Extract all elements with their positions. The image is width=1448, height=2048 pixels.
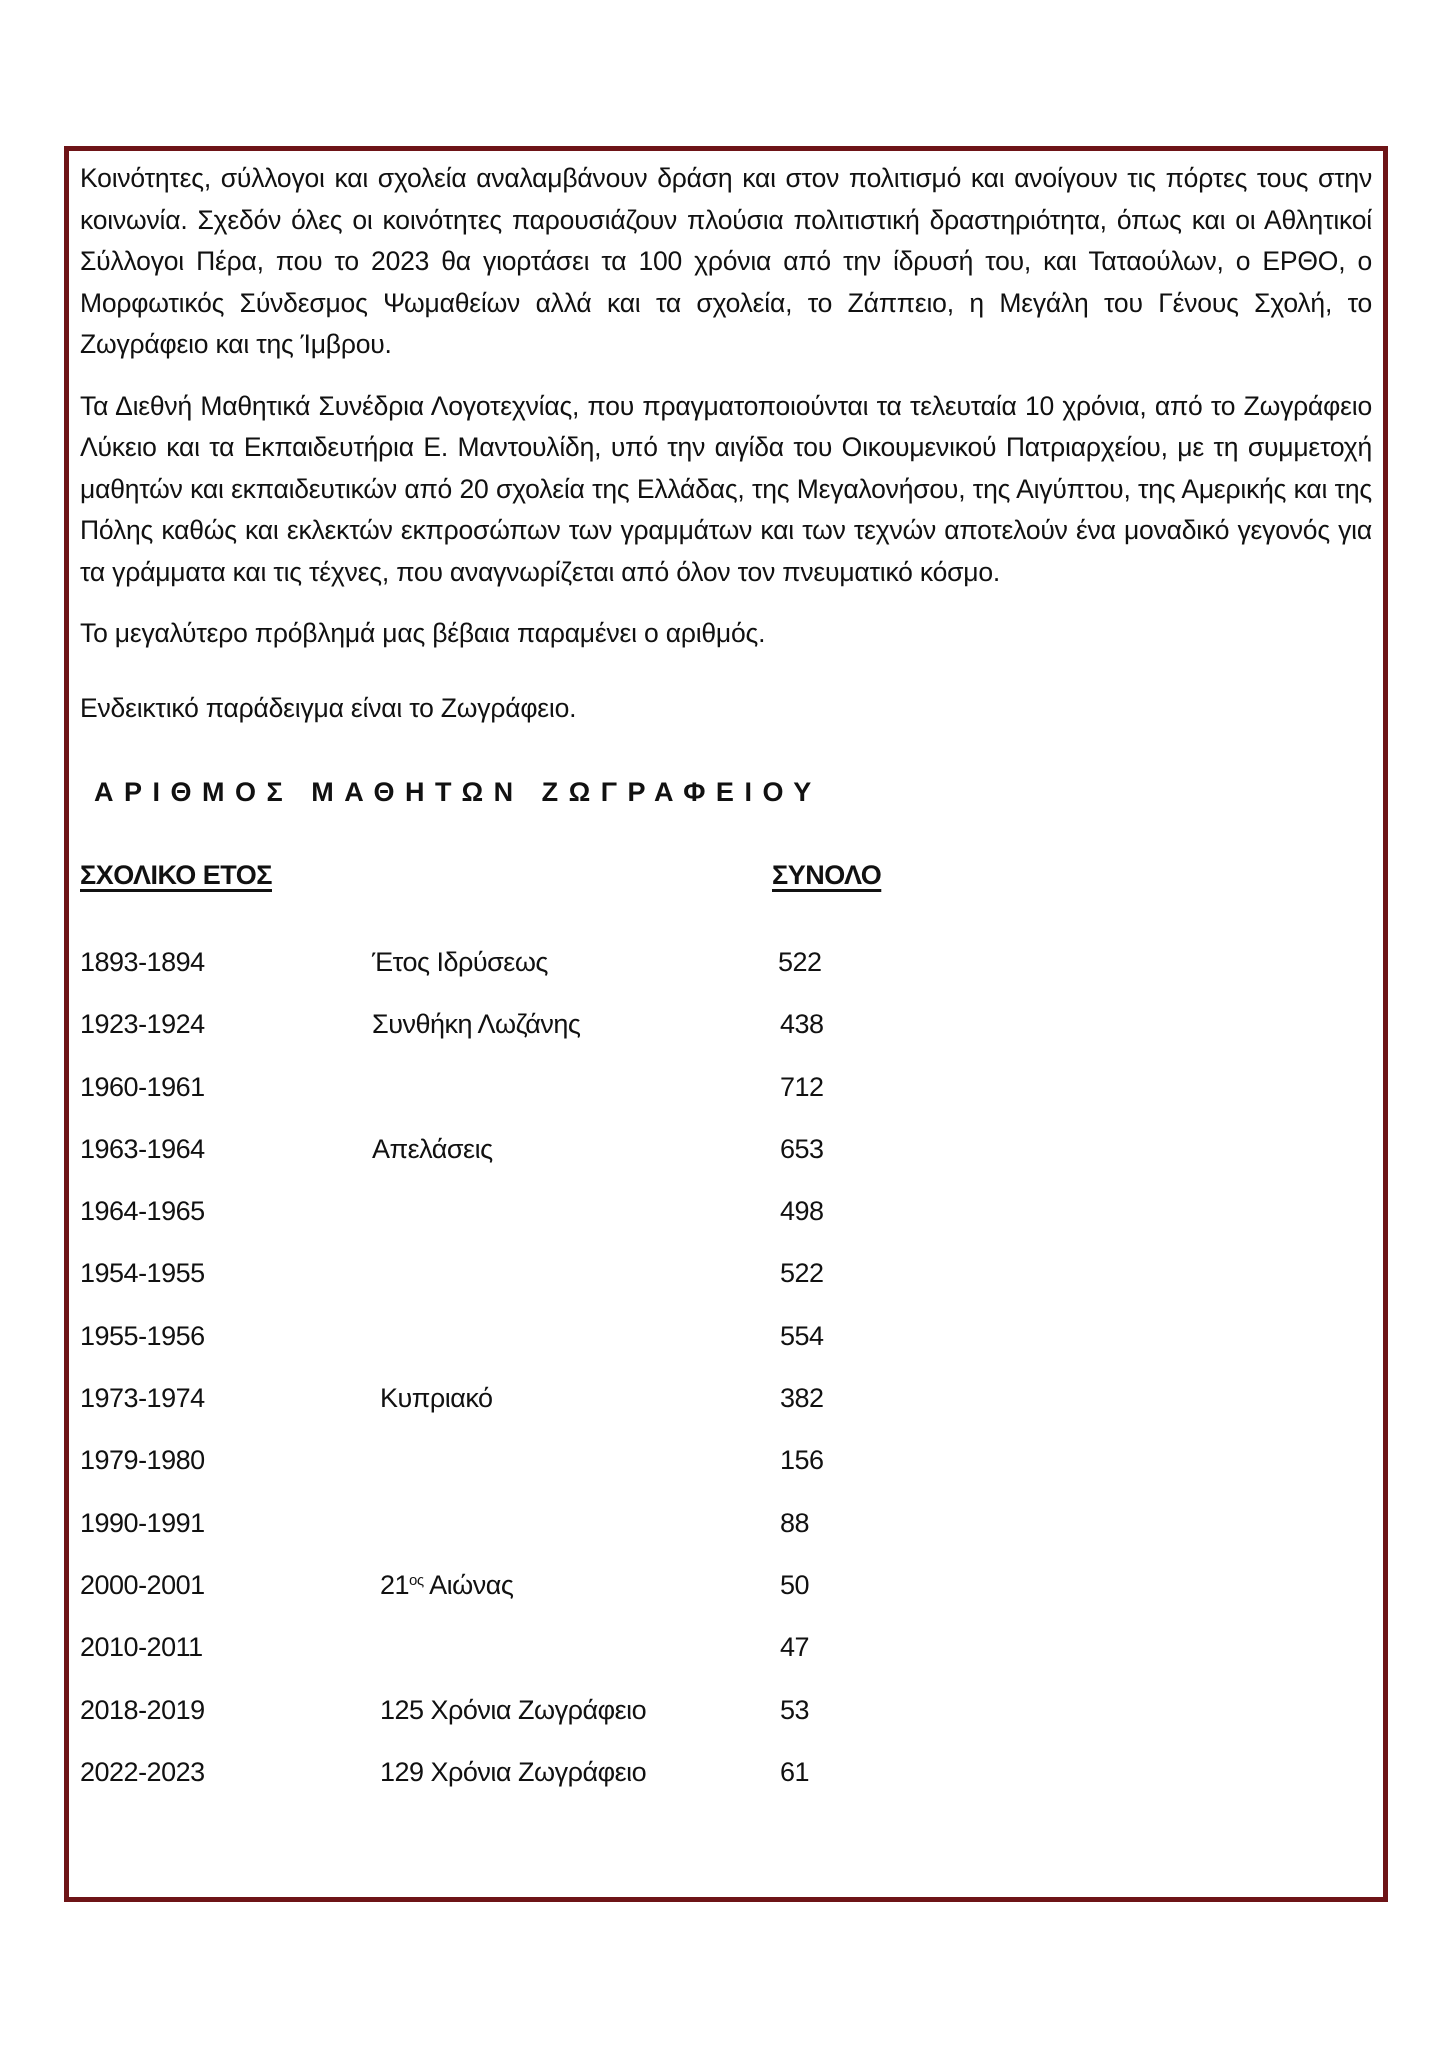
- cell-year: 1963-1964: [80, 1133, 205, 1164]
- cell-year: 1964-1965: [80, 1196, 205, 1227]
- cell-year: 2010-2011: [80, 1632, 203, 1663]
- cell-total: 53: [780, 1694, 810, 1725]
- cell-note: Συνθήκη Λωζάνης: [372, 1009, 581, 1040]
- cell-year: 1893-1894: [80, 947, 205, 977]
- cell-note: 125 Χρόνια Ζωγράφειο: [380, 1694, 647, 1725]
- cell-year: 1979-1980: [80, 1445, 205, 1476]
- cell-total: 382: [780, 1383, 824, 1414]
- cell-note: [380, 1565, 513, 1605]
- table-row: [80, 1503, 1372, 1565]
- table-row: [80, 942, 1372, 1004]
- table-row: [80, 1690, 1372, 1752]
- cell-note: 129 Χρόνια Ζωγράφειο: [380, 1756, 647, 1787]
- cell-year: 1973-1974: [80, 1383, 205, 1414]
- cell-total: 554: [780, 1320, 824, 1351]
- table-row: [80, 1752, 1372, 1814]
- table-row: [80, 1627, 1372, 1689]
- table-row: [80, 1067, 1372, 1129]
- header-school-year: ΣΧΟΛΙΚΟ ΕΤΟΣ: [80, 860, 272, 890]
- cell-total: 61: [780, 1756, 810, 1787]
- cell-year: 2022-2023: [80, 1756, 205, 1787]
- note-ordinal-suffix: ος: [409, 1571, 424, 1589]
- header-total: ΣΥΝΟΛΟ: [772, 860, 882, 890]
- paragraph-literature-conferences: Τα Διεθνή Μαθητικά Συνέδρια Λογοτεχνίας, που πραγματοποιούνται τα τελευταία 10 χρόνια, από το Ζωγράφειο Λύκειο και τα Εκπαιδευτήρια Ε. Μαντουλίδη, υπό την αιγίδα του Οικουμενικού Πατριαρχείου, με τη συμμετοχή μαθητών και εκπαιδευτικών από 20 σχολεία της Ελλάδας, της Μεγαλονήσου, της Αιγύπτου, της Αμερικής και της Πόλης καθώς και εκλεκτών εκπροσώπων των γραμμάτων και των τεχνών αποτελούν ένα μοναδικό γεγονός για τα γράμματα και τις τέχνες, που αναγνωρίζεται από όλον τον πνευματικό κόσμο.: [80, 390, 1372, 587]
- table-row: [80, 1316, 1372, 1378]
- note-text: Αιώνας: [423, 1569, 514, 1600]
- cell-total: 522: [778, 947, 822, 977]
- statement-biggest-problem: Το μεγαλύτερο πρόβλημά μας βέβαια παραμένει ο αριθμός.: [80, 618, 766, 648]
- cell-year: 2018-2019: [80, 1694, 205, 1725]
- cell-total: 88: [780, 1507, 810, 1538]
- cell-total: 438: [780, 1009, 824, 1040]
- table-row: [80, 1191, 1372, 1253]
- cell-total: 47: [780, 1632, 810, 1663]
- cell-note: Απελάσεις: [372, 1133, 493, 1164]
- cell-year: 1954-1955: [80, 1258, 205, 1289]
- cell-note: Έτος Ιδρύσεως: [372, 947, 548, 977]
- cell-total: 50: [780, 1569, 810, 1600]
- table-title: ΑΡΙΘΜΟΣ ΜΑΘΗΤΩΝ ΖΩΓΡΑΦΕΙΟΥ: [94, 777, 822, 807]
- cell-note: Κυπριακό: [380, 1383, 493, 1414]
- student-count-table: [80, 942, 1372, 1814]
- table-row: [80, 1440, 1372, 1502]
- table-header-row: [80, 860, 1372, 900]
- note-number: 21: [380, 1569, 410, 1600]
- content-area: [80, 158, 1372, 1814]
- table-row: [80, 1378, 1372, 1440]
- table-row: [80, 1129, 1372, 1191]
- cell-year: 1960-1961: [80, 1071, 205, 1102]
- cell-year: 2000-2001: [80, 1569, 205, 1600]
- cell-total: 522: [780, 1258, 824, 1289]
- cell-total: 498: [780, 1196, 824, 1227]
- paragraph-communities: Κοινότητες, σύλλογοι και σχολεία αναλαμβάνουν δράση και στον πολιτισμό και ανοίγουν τις πόρτες τους στην κοινωνία. Σχεδόν όλες οι κοινότητες παρουσιάζουν πλούσια πολιτιστική δραστηριότητα, όπως και οι Αθλητικοί Σύλλογοι Πέρα, που το 2023 θα γιορτάσει τα 100 χρόνια από την ίδρυσή του, και Ταταούλων, ο ΕΡΘΟ, ο Μορφωτικός Σύνδεσμος Ψωμαθείων αλλά και τα σχολεία, το Ζάππειο, η Μεγάλη του Γένους Σχολή, το Ζωγράφειο και της Ίμβρου.: [80, 163, 1372, 359]
- table-row: [80, 1253, 1372, 1315]
- cell-year: 1955-1956: [80, 1320, 205, 1351]
- table-row: [80, 1565, 1372, 1627]
- table-row: [80, 1004, 1372, 1066]
- cell-total: 712: [780, 1071, 824, 1102]
- cell-total: 653: [780, 1133, 824, 1164]
- cell-year: 1923-1924: [80, 1009, 205, 1040]
- cell-total: 156: [780, 1445, 824, 1476]
- statement-example: Ενδεικτικό παράδειγμα είναι το Ζωγράφειο.: [80, 692, 577, 723]
- cell-year: 1990-1991: [80, 1507, 205, 1538]
